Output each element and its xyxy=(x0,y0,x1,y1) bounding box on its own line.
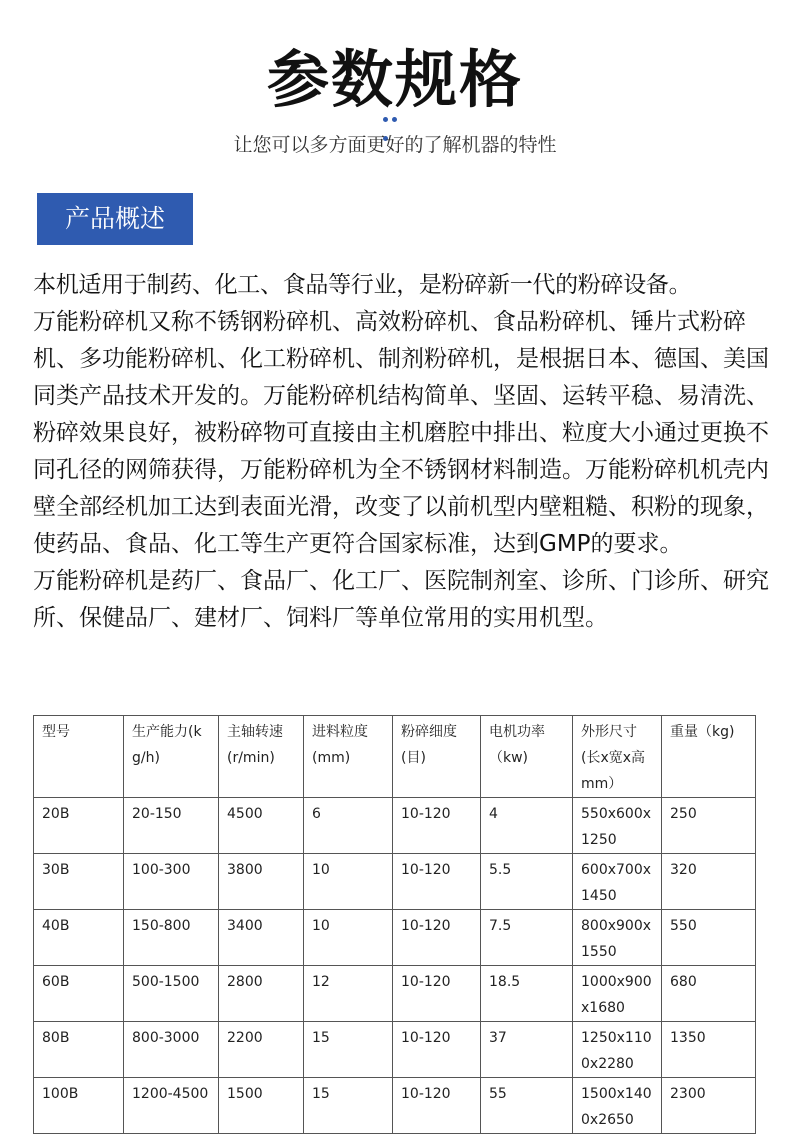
cell-dimensions: 1250x1100x2280 xyxy=(573,1022,662,1078)
cell-feed-size: 6 xyxy=(304,798,393,854)
product-description xyxy=(33,267,783,637)
cell-fineness: 10-120 xyxy=(393,1078,481,1134)
table-row xyxy=(34,854,756,910)
cell-motor-power: 7.5 xyxy=(481,910,573,966)
table-row xyxy=(34,1022,756,1078)
column-header-spindle-speed: 主轴转速(r/min) xyxy=(219,716,304,798)
cell-fineness: 10-120 xyxy=(393,798,481,854)
cell-weight: 320 xyxy=(662,854,756,910)
cell-model: 60B xyxy=(34,966,124,1022)
column-header-dimensions: 外形尺寸(长x宽x高mm） xyxy=(573,716,662,798)
description-paragraph: 万能粉碎机是药厂、食品厂、化工厂、医院制剂室、诊所、门诊所、研究所、保健品厂、建材厂、饲料厂等单位常用的实用机型。 xyxy=(33,568,769,631)
page-title: 参数规格 xyxy=(266,43,523,116)
cell-feed-size: 15 xyxy=(304,1022,393,1078)
cell-capacity: 500-1500 xyxy=(124,966,219,1022)
cell-dimensions: 1500x1400x2650 xyxy=(573,1078,662,1134)
table-row xyxy=(34,910,756,966)
cell-spindle-speed: 4500 xyxy=(219,798,304,854)
cell-fineness: 10-120 xyxy=(393,854,481,910)
cell-spindle-speed: 3800 xyxy=(219,854,304,910)
description-paragraph: 万能粉碎机又称不锈钢粉碎机、高效粉碎机、食品粉碎机、锤片式粉碎机、多功能粉碎机、化工粉碎机、制剂粉碎机，是根据日本、德国、美国同类产品技术开发的。万能粉碎机结构简单、坚固、运转平稳、易清洗、粉碎效果良好，被粉碎物可直接由主机磨腔中排出、粒度大小通过更换不同孔径的网筛获得，万能粉碎机为全不锈钢材料制造。万能粉碎机机壳内壁全部经机加工达到表面光滑，改变了以前机型内壁粗糙、积粉的现象，使药品、食品、化工等生产更符合国家标准，达到GMP的要求。 xyxy=(33,309,769,557)
cell-model: 30B xyxy=(34,854,124,910)
description-paragraph: 本机适用于制药、化工、食品等行业，是粉碎新一代的粉碎设备。 xyxy=(33,272,692,298)
table-row xyxy=(34,1078,756,1134)
cell-motor-power: 37 xyxy=(481,1022,573,1078)
cell-model: 40B xyxy=(34,910,124,966)
cell-spindle-speed: 1500 xyxy=(219,1078,304,1134)
cell-spindle-speed: 2800 xyxy=(219,966,304,1022)
cell-dimensions: 800x900x1550 xyxy=(573,910,662,966)
cell-dimensions: 600x700x1450 xyxy=(573,854,662,910)
cell-weight: 550 xyxy=(662,910,756,966)
cell-model: 80B xyxy=(34,1022,124,1078)
cell-capacity: 20-150 xyxy=(124,798,219,854)
cell-motor-power: 55 xyxy=(481,1078,573,1134)
title-dots-decoration xyxy=(383,117,409,123)
cell-capacity: 100-300 xyxy=(124,854,219,910)
cell-motor-power: 4 xyxy=(481,798,573,854)
column-header-feed-size: 进料粒度(mm) xyxy=(304,716,393,798)
column-header-model: 型号 xyxy=(34,716,124,798)
cell-feed-size: 12 xyxy=(304,966,393,1022)
cell-model: 20B xyxy=(34,798,124,854)
cell-spindle-speed: 2200 xyxy=(219,1022,304,1078)
column-header-motor-power: 电机功率（kw) xyxy=(481,716,573,798)
column-header-fineness: 粉碎细度(目) xyxy=(393,716,481,798)
cell-weight: 680 xyxy=(662,966,756,1022)
section-badge-overview: 产品概述 xyxy=(37,193,193,245)
cell-dimensions: 1000x900x1680 xyxy=(573,966,662,1022)
page-subtitle: 让您可以多方面更好的了解机器的特性 xyxy=(233,134,557,156)
cell-feed-size: 15 xyxy=(304,1078,393,1134)
cell-fineness: 10-120 xyxy=(393,966,481,1022)
cell-weight: 2300 xyxy=(662,1078,756,1134)
cell-feed-size: 10 xyxy=(304,854,393,910)
cell-fineness: 10-120 xyxy=(393,1022,481,1078)
cell-capacity: 800-3000 xyxy=(124,1022,219,1078)
cell-motor-power: 18.5 xyxy=(481,966,573,1022)
cell-feed-size: 10 xyxy=(304,910,393,966)
cell-capacity: 1200-4500 xyxy=(124,1078,219,1134)
spec-table xyxy=(33,715,756,1134)
cell-fineness: 10-120 xyxy=(393,910,481,966)
column-header-weight: 重量（kg) xyxy=(662,716,756,798)
cell-capacity: 150-800 xyxy=(124,910,219,966)
cell-motor-power: 5.5 xyxy=(481,854,573,910)
cell-model: 100B xyxy=(34,1078,124,1134)
cell-weight: 250 xyxy=(662,798,756,854)
table-header-row xyxy=(34,716,756,798)
table-row xyxy=(34,798,756,854)
cell-dimensions: 550x600x1250 xyxy=(573,798,662,854)
column-header-capacity: 生产能力(kg/h) xyxy=(124,716,219,798)
cell-weight: 1350 xyxy=(662,1022,756,1078)
cell-spindle-speed: 3400 xyxy=(219,910,304,966)
table-row xyxy=(34,966,756,1022)
